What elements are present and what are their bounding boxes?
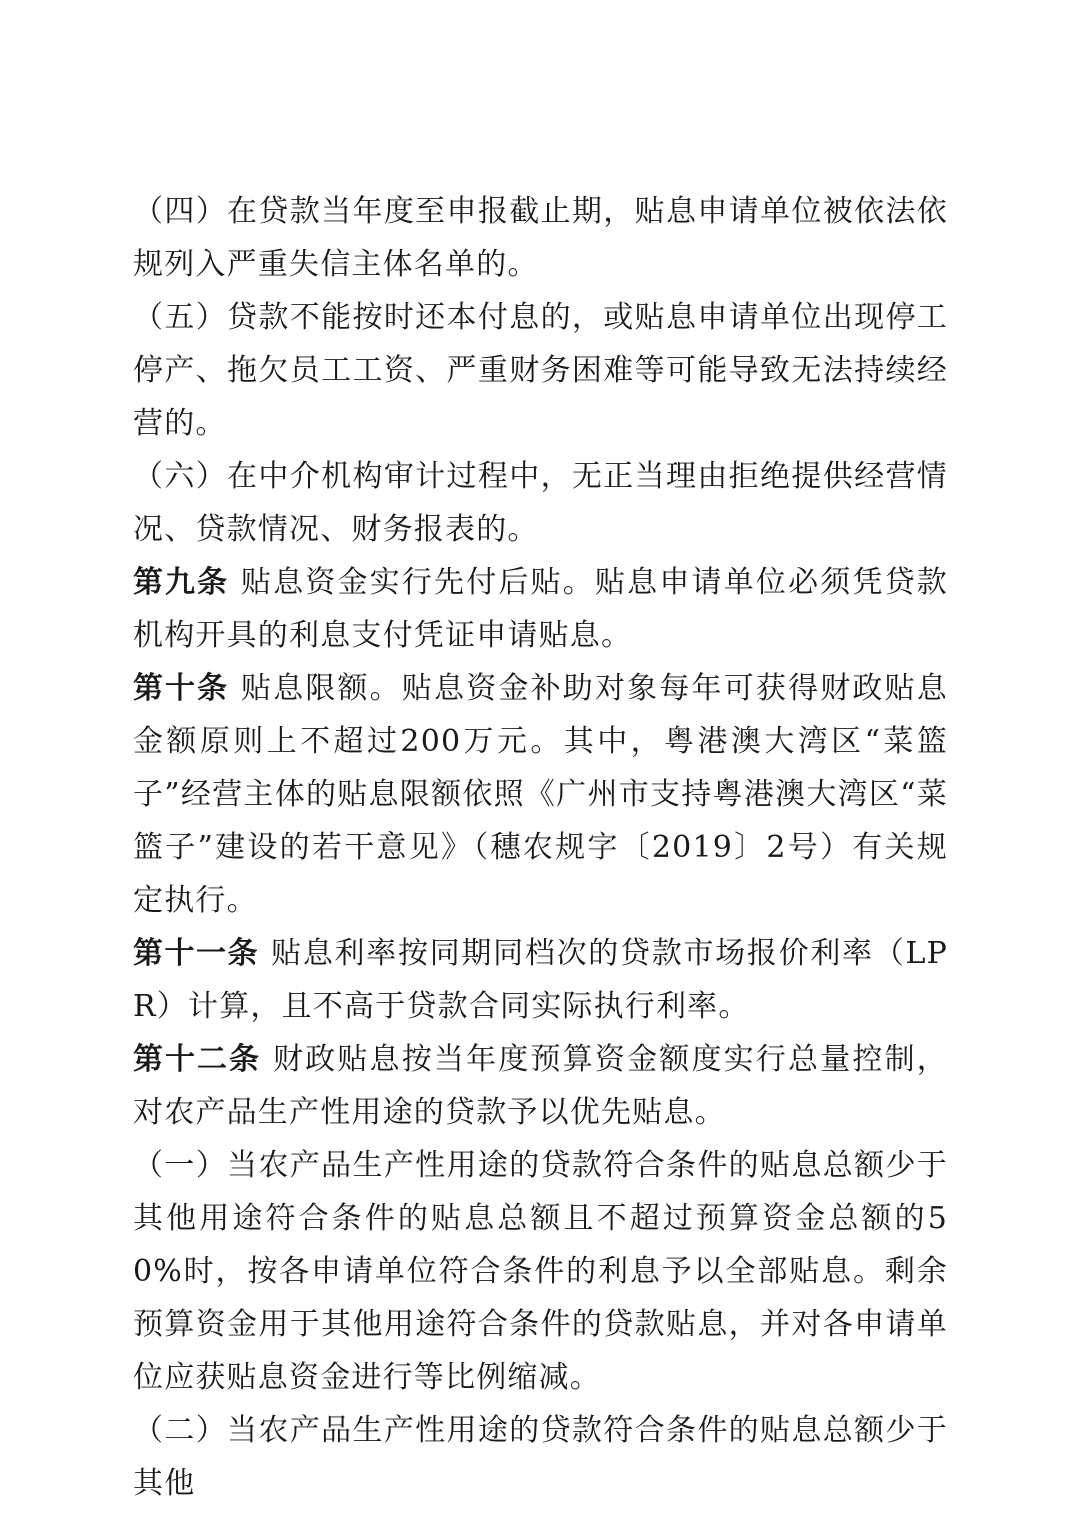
article-heading: 第九条 [133,565,229,600]
paragraph-text: 贴息利率按同期同档次的贷款市场报价利率（LPR）计算，且不高于贷款合同实际执行利率。 [133,936,949,1024]
paragraph-text: （五）贷款不能按时还本付息的，或贴息申请单位出现停工停产、拖欠员工工资、严重财务困难等可能导致无法持续经营的。 [133,300,948,441]
article-heading: 第十一条 [133,936,260,971]
paragraph-item-5 [133,291,948,450]
paragraph-item-12-1 [133,1139,948,1404]
document-body [133,185,948,1510]
paragraph-article-10 [133,662,948,927]
paragraph-item-4 [133,185,948,291]
paragraph-text: （二）当农产品生产性用途的贷款符合条件的贴息总额少于其他 [133,1413,948,1501]
paragraph-text: （一）当农产品生产性用途的贷款符合条件的贴息总额少于其他用途符合条件的贴息总额且不超过预算资金总额的50%时，按各申请单位符合条件的利息予以全部贴息。剩余预算资金用于其他用途符合条件的贷款贴息，并对各申请单位应获贴息资金进行等比例缩减。 [133,1148,948,1395]
paragraph-text: （六）在中介机构审计过程中，无正当理由拒绝提供经营情况、贷款情况、财务报表的。 [133,459,948,547]
paragraph-item-6 [133,450,948,556]
paragraph-text: （四）在贷款当年度至申报截止期，贴息申请单位被依法依规列入严重失信主体名单的。 [133,194,948,282]
paragraph-text: 贴息限额。贴息资金补助对象每年可获得财政贴息金额原则上不超过200万元。其中，粤港澳大湾区“菜篮子”经营主体的贴息限额依照《广州市支持粤港澳大湾区“菜篮子”建设的若干意见》（穗农规字〔2019〕2号）有关规定执行。 [133,671,948,918]
paragraph-text: 贴息资金实行先付后贴。贴息申请单位必须凭贷款机构开具的利息支付凭证申请贴息。 [133,565,948,653]
paragraph-item-12-2 [133,1404,948,1510]
paragraph-article-9 [133,556,948,662]
article-heading: 第十条 [133,671,229,706]
article-heading: 第十二条 [133,1042,261,1077]
paragraph-article-12 [133,1033,948,1139]
paragraph-text: 财政贴息按当年度预算资金额度实行总量控制，对农产品生产性用途的贷款予以优先贴息。 [133,1042,948,1130]
paragraph-article-11 [133,927,948,1033]
